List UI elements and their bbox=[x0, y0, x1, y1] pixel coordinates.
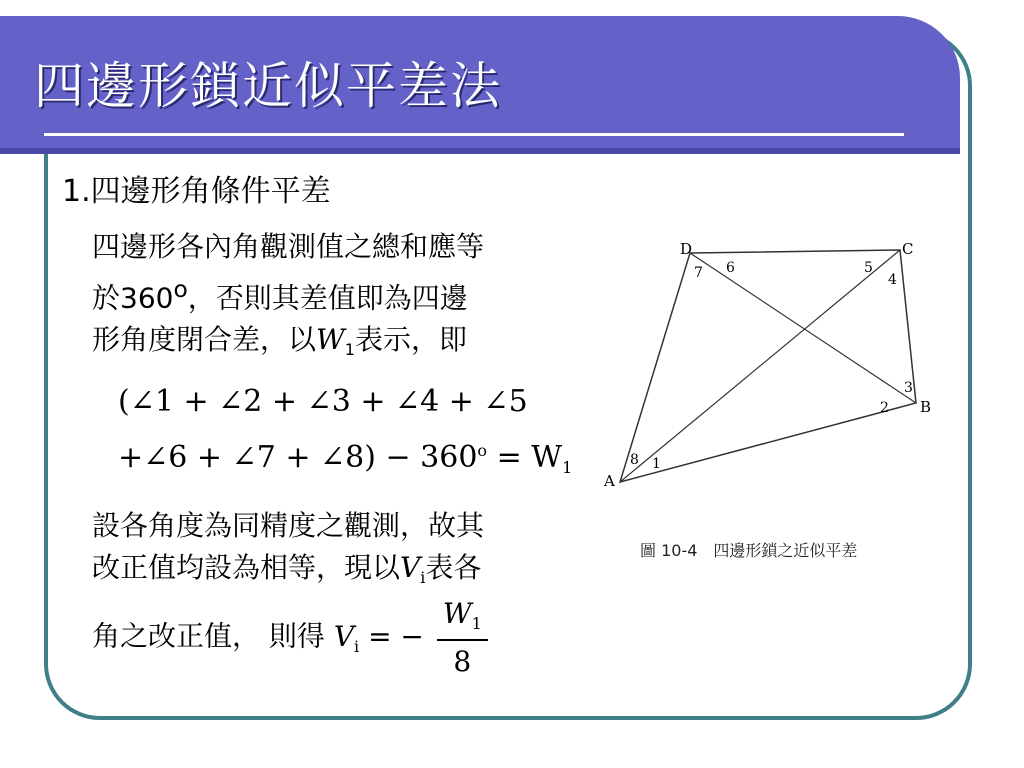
formula-numerator: $W_1$ bbox=[437, 593, 488, 641]
angle-label-2: 2 bbox=[880, 400, 889, 416]
formula-eq: = − bbox=[359, 619, 424, 653]
intro-line-2-post: ，否則其差值即為四邊 bbox=[187, 281, 468, 315]
intro-line-3-post: 表示，即 bbox=[354, 323, 467, 357]
angle-label-4: 4 bbox=[888, 272, 897, 288]
angle-label-8: 8 bbox=[630, 452, 639, 468]
vertex-a: A bbox=[604, 472, 615, 490]
intro-paragraph bbox=[92, 226, 592, 365]
var-v-sub: i bbox=[420, 568, 426, 587]
degree-sup: o bbox=[173, 275, 188, 303]
vertex-c: C bbox=[902, 240, 914, 258]
quadrilateral-figure bbox=[600, 180, 972, 580]
equation-line-1: (∠1 + ∠2 + ∠3 + ∠4 + ∠5 bbox=[118, 384, 528, 419]
para2-line-3-pre: 角之改正值， 則得 bbox=[92, 619, 325, 653]
formula bbox=[333, 597, 488, 678]
equation-line-2 bbox=[118, 440, 572, 475]
title-divider bbox=[44, 133, 904, 136]
equation-line-2-sub: 1 bbox=[562, 458, 573, 477]
vertex-b: B bbox=[920, 398, 932, 416]
para2-line-2-post: 表各 bbox=[425, 551, 482, 584]
intro-line-2-pre: 於360 bbox=[92, 281, 174, 315]
angle-label-6: 6 bbox=[726, 260, 735, 276]
vertex-d: D bbox=[680, 240, 693, 258]
diagonal-bd bbox=[690, 253, 916, 403]
angle-label-7: 7 bbox=[694, 265, 703, 281]
formula-lhs: V bbox=[333, 619, 355, 653]
equation-line-2-pre: +∠6 + ∠7 + ∠8) − 360 bbox=[118, 440, 478, 475]
para2-line-1: 設各角度為同精度之觀測，故其 bbox=[92, 509, 485, 542]
equation-line-2-eq: = W bbox=[487, 440, 563, 475]
quadrilateral-outline bbox=[620, 250, 916, 482]
formula-fraction bbox=[437, 593, 488, 683]
angle-label-5: 5 bbox=[864, 260, 873, 276]
intro-line-1: 四邊形各內角觀測值之總和應等 bbox=[92, 230, 485, 263]
intro-line-3-pre: 形角度閉合差，以 bbox=[92, 323, 317, 357]
formula-denominator: 8 bbox=[453, 645, 472, 678]
diagonal-ac bbox=[620, 250, 900, 482]
figure-caption: 圖 10-4 四邊形鎖之近似平差 bbox=[640, 541, 858, 560]
correction-paragraph bbox=[92, 505, 592, 683]
formula-lhs-sub: i bbox=[354, 636, 360, 656]
angle-label-1: 1 bbox=[652, 456, 661, 472]
angle-label-3: 3 bbox=[904, 380, 913, 396]
equation-degree-sup: o bbox=[477, 441, 488, 460]
section-heading: 1.四邊形角條件平差 bbox=[62, 174, 331, 209]
var-w-sub: 1 bbox=[344, 340, 355, 360]
var-w: W bbox=[316, 323, 345, 357]
para2-line-2-pre: 改正值均設為相等，現以 bbox=[92, 551, 401, 584]
slide-title: 四邊形鎖近似平差法 bbox=[34, 57, 502, 115]
var-v: V bbox=[400, 551, 421, 584]
